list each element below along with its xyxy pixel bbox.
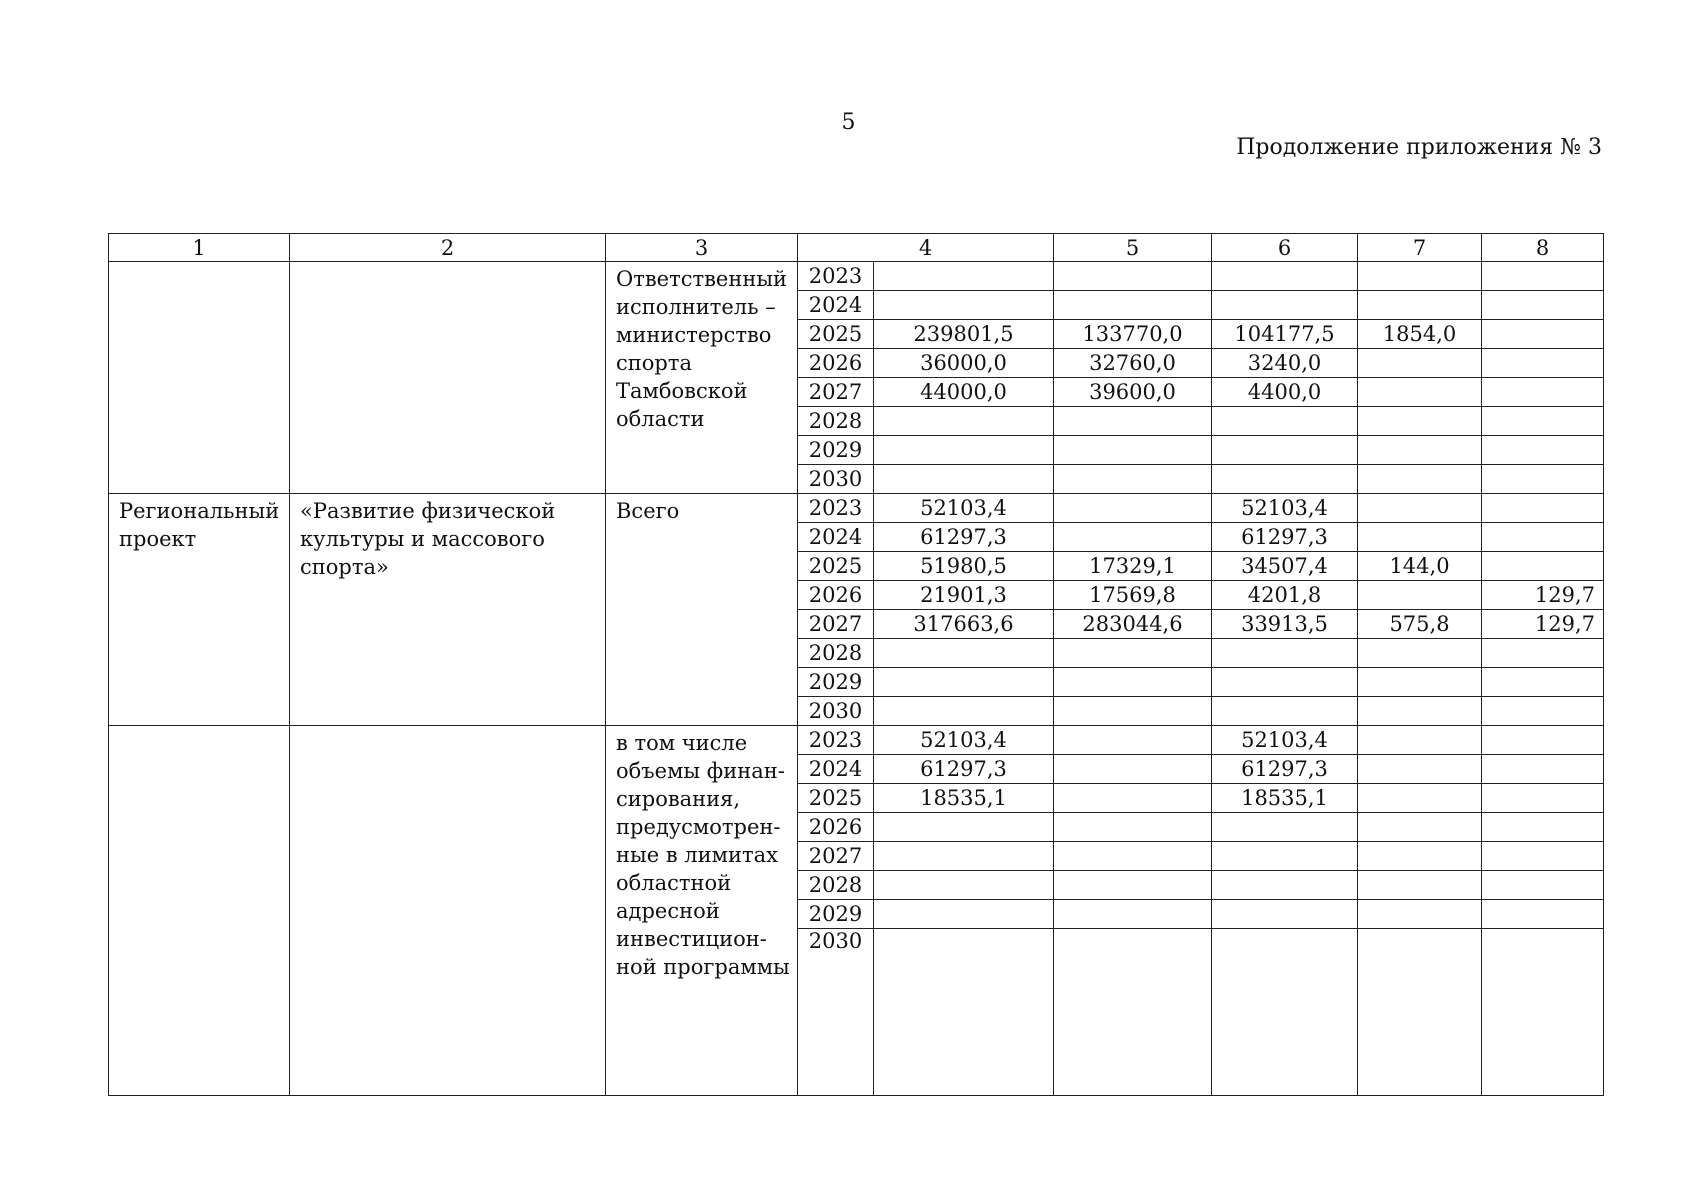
year-cell: 2027 bbox=[798, 842, 874, 871]
value-cell-4: 52103,4 bbox=[874, 494, 1054, 523]
value-cell-8 bbox=[1482, 349, 1604, 378]
value-cell-6: 52103,4 bbox=[1212, 726, 1358, 755]
value-cell-7 bbox=[1358, 465, 1482, 494]
value-cell-5: 17569,8 bbox=[1054, 581, 1212, 610]
value-cell-8 bbox=[1482, 755, 1604, 784]
value-cell-8 bbox=[1482, 291, 1604, 320]
value-cell-4 bbox=[874, 842, 1054, 871]
value-cell-8 bbox=[1482, 552, 1604, 581]
column-header-1: 1 bbox=[109, 234, 290, 262]
value-cell-8 bbox=[1482, 813, 1604, 842]
value-cell-8 bbox=[1482, 465, 1604, 494]
value-cell-4 bbox=[874, 407, 1054, 436]
year-cell: 2023 bbox=[798, 726, 874, 755]
value-cell-6 bbox=[1212, 929, 1358, 1096]
value-cell-4: 61297,3 bbox=[874, 523, 1054, 552]
column-header-7: 7 bbox=[1358, 234, 1482, 262]
value-cell-4: 36000,0 bbox=[874, 349, 1054, 378]
year-cell: 2030 bbox=[798, 697, 874, 726]
value-cell-7 bbox=[1358, 755, 1482, 784]
year-cell: 2029 bbox=[798, 436, 874, 465]
funding-table bbox=[108, 233, 1604, 1096]
value-cell-6: 61297,3 bbox=[1212, 755, 1358, 784]
value-cell-5: 283044,6 bbox=[1054, 610, 1212, 639]
continuation-label: Продолжение приложения № 3 bbox=[1236, 135, 1602, 160]
value-cell-7 bbox=[1358, 494, 1482, 523]
column-header-6: 6 bbox=[1212, 234, 1358, 262]
value-cell-8: 129,7 bbox=[1482, 581, 1604, 610]
value-cell-7 bbox=[1358, 639, 1482, 668]
value-cell-8 bbox=[1482, 407, 1604, 436]
value-cell-5 bbox=[1054, 523, 1212, 552]
year-cell: 2025 bbox=[798, 552, 874, 581]
value-cell-6 bbox=[1212, 842, 1358, 871]
value-cell-6 bbox=[1212, 407, 1358, 436]
value-cell-6 bbox=[1212, 871, 1358, 900]
value-cell-5 bbox=[1054, 784, 1212, 813]
value-cell-5 bbox=[1054, 726, 1212, 755]
year-cell: 2028 bbox=[798, 871, 874, 900]
value-cell-5 bbox=[1054, 465, 1212, 494]
value-cell-6: 18535,1 bbox=[1212, 784, 1358, 813]
value-cell-4 bbox=[874, 436, 1054, 465]
year-cell: 2029 bbox=[798, 900, 874, 929]
value-cell-5 bbox=[1054, 929, 1212, 1096]
value-cell-7: 1854,0 bbox=[1358, 320, 1482, 349]
value-cell-4: 21901,3 bbox=[874, 581, 1054, 610]
value-cell-5 bbox=[1054, 842, 1212, 871]
value-cell-6: 4400,0 bbox=[1212, 378, 1358, 407]
value-cell-6 bbox=[1212, 436, 1358, 465]
value-cell-6: 34507,4 bbox=[1212, 552, 1358, 581]
year-cell: 2026 bbox=[798, 581, 874, 610]
value-cell-8 bbox=[1482, 436, 1604, 465]
value-cell-4: 44000,0 bbox=[874, 378, 1054, 407]
value-cell-4: 51980,5 bbox=[874, 552, 1054, 581]
value-cell-4: 61297,3 bbox=[874, 755, 1054, 784]
value-cell-4 bbox=[874, 697, 1054, 726]
value-cell-7 bbox=[1358, 349, 1482, 378]
value-cell-4: 52103,4 bbox=[874, 726, 1054, 755]
section2-name-cell: «Развитие физической культуры и массового спорта» bbox=[290, 494, 606, 726]
value-cell-4 bbox=[874, 813, 1054, 842]
section3-name-cell bbox=[290, 726, 606, 1096]
value-cell-7 bbox=[1358, 697, 1482, 726]
value-cell-5 bbox=[1054, 755, 1212, 784]
value-cell-5 bbox=[1054, 436, 1212, 465]
year-cell: 2028 bbox=[798, 639, 874, 668]
value-cell-7 bbox=[1358, 784, 1482, 813]
year-cell: 2023 bbox=[798, 262, 874, 291]
value-cell-7 bbox=[1358, 407, 1482, 436]
value-cell-7 bbox=[1358, 668, 1482, 697]
year-cell: 2028 bbox=[798, 407, 874, 436]
table-header bbox=[109, 234, 1604, 262]
value-cell-8 bbox=[1482, 668, 1604, 697]
value-cell-4 bbox=[874, 668, 1054, 697]
year-cell: 2027 bbox=[798, 378, 874, 407]
value-cell-7 bbox=[1358, 842, 1482, 871]
year-cell: 2030 bbox=[798, 465, 874, 494]
column-header-2: 2 bbox=[290, 234, 606, 262]
value-cell-4 bbox=[874, 465, 1054, 494]
value-cell-6: 33913,5 bbox=[1212, 610, 1358, 639]
year-cell: 2026 bbox=[798, 349, 874, 378]
value-cell-7 bbox=[1358, 900, 1482, 929]
value-cell-5 bbox=[1054, 697, 1212, 726]
value-cell-8 bbox=[1482, 523, 1604, 552]
value-cell-8 bbox=[1482, 842, 1604, 871]
value-cell-8 bbox=[1482, 320, 1604, 349]
value-cell-7 bbox=[1358, 291, 1482, 320]
value-cell-6 bbox=[1212, 668, 1358, 697]
table-row bbox=[109, 494, 1604, 523]
value-cell-4: 317663,6 bbox=[874, 610, 1054, 639]
value-cell-8 bbox=[1482, 726, 1604, 755]
value-cell-7 bbox=[1358, 378, 1482, 407]
value-cell-8: 129,7 bbox=[1482, 610, 1604, 639]
value-cell-7 bbox=[1358, 581, 1482, 610]
year-cell: 2025 bbox=[798, 320, 874, 349]
value-cell-5: 32760,0 bbox=[1054, 349, 1212, 378]
value-cell-5 bbox=[1054, 494, 1212, 523]
column-number-row bbox=[109, 234, 1604, 262]
value-cell-8 bbox=[1482, 784, 1604, 813]
value-cell-8 bbox=[1482, 871, 1604, 900]
year-cell: 2027 bbox=[798, 610, 874, 639]
year-cell: 2024 bbox=[798, 291, 874, 320]
value-cell-7: 144,0 bbox=[1358, 552, 1482, 581]
value-cell-4 bbox=[874, 900, 1054, 929]
column-header-5: 5 bbox=[1054, 234, 1212, 262]
year-cell: 2024 bbox=[798, 523, 874, 552]
column-header-8: 8 bbox=[1482, 234, 1604, 262]
value-cell-8 bbox=[1482, 900, 1604, 929]
value-cell-4 bbox=[874, 929, 1054, 1096]
column-header-4: 4 bbox=[798, 234, 1054, 262]
section1-name-cell bbox=[290, 262, 606, 494]
value-cell-5 bbox=[1054, 813, 1212, 842]
value-cell-8 bbox=[1482, 639, 1604, 668]
value-cell-8 bbox=[1482, 494, 1604, 523]
year-cell: 2024 bbox=[798, 755, 874, 784]
value-cell-6 bbox=[1212, 813, 1358, 842]
value-cell-6 bbox=[1212, 465, 1358, 494]
value-cell-5 bbox=[1054, 291, 1212, 320]
section1-category-cell bbox=[109, 262, 290, 494]
value-cell-7 bbox=[1358, 523, 1482, 552]
table-row bbox=[109, 726, 1604, 755]
value-cell-8 bbox=[1482, 378, 1604, 407]
page-number: 5 bbox=[841, 110, 856, 135]
year-cell: 2023 bbox=[798, 494, 874, 523]
section3-category-cell bbox=[109, 726, 290, 1096]
section3-executor-cell: в том числе объемы финан-сирования, предусмотрен-ные в лимитах областной адресной инвестицион-ной программы bbox=[606, 726, 798, 1096]
value-cell-5 bbox=[1054, 900, 1212, 929]
value-cell-8 bbox=[1482, 929, 1604, 1096]
value-cell-7 bbox=[1358, 813, 1482, 842]
value-cell-7 bbox=[1358, 871, 1482, 900]
value-cell-8 bbox=[1482, 262, 1604, 291]
section2-category-cell: Региональный проект bbox=[109, 494, 290, 726]
column-header-3: 3 bbox=[606, 234, 798, 262]
value-cell-7 bbox=[1358, 726, 1482, 755]
section1-executor-cell: Ответственный исполнитель – министерство спорта Тамбовской области bbox=[606, 262, 798, 494]
value-cell-4 bbox=[874, 291, 1054, 320]
value-cell-6 bbox=[1212, 639, 1358, 668]
value-cell-5 bbox=[1054, 871, 1212, 900]
value-cell-4 bbox=[874, 871, 1054, 900]
value-cell-4: 18535,1 bbox=[874, 784, 1054, 813]
value-cell-6 bbox=[1212, 291, 1358, 320]
value-cell-6: 61297,3 bbox=[1212, 523, 1358, 552]
value-cell-4 bbox=[874, 262, 1054, 291]
value-cell-7 bbox=[1358, 929, 1482, 1096]
value-cell-7 bbox=[1358, 262, 1482, 291]
value-cell-5: 17329,1 bbox=[1054, 552, 1212, 581]
value-cell-7: 575,8 bbox=[1358, 610, 1482, 639]
value-cell-4: 239801,5 bbox=[874, 320, 1054, 349]
table-row bbox=[109, 262, 1604, 291]
value-cell-5 bbox=[1054, 639, 1212, 668]
value-cell-5 bbox=[1054, 407, 1212, 436]
year-cell: 2025 bbox=[798, 784, 874, 813]
value-cell-6 bbox=[1212, 262, 1358, 291]
year-cell: 2026 bbox=[798, 813, 874, 842]
value-cell-8 bbox=[1482, 697, 1604, 726]
value-cell-6: 4201,8 bbox=[1212, 581, 1358, 610]
value-cell-6: 3240,0 bbox=[1212, 349, 1358, 378]
value-cell-5 bbox=[1054, 668, 1212, 697]
value-cell-6: 52103,4 bbox=[1212, 494, 1358, 523]
year-cell: 2030 bbox=[798, 929, 874, 1096]
section2-executor-cell: Всего bbox=[606, 494, 798, 726]
value-cell-4 bbox=[874, 639, 1054, 668]
value-cell-7 bbox=[1358, 436, 1482, 465]
value-cell-6 bbox=[1212, 900, 1358, 929]
table-body bbox=[109, 262, 1604, 1096]
value-cell-5 bbox=[1054, 262, 1212, 291]
value-cell-5: 39600,0 bbox=[1054, 378, 1212, 407]
value-cell-6 bbox=[1212, 697, 1358, 726]
value-cell-6: 104177,5 bbox=[1212, 320, 1358, 349]
year-cell: 2029 bbox=[798, 668, 874, 697]
value-cell-5: 133770,0 bbox=[1054, 320, 1212, 349]
